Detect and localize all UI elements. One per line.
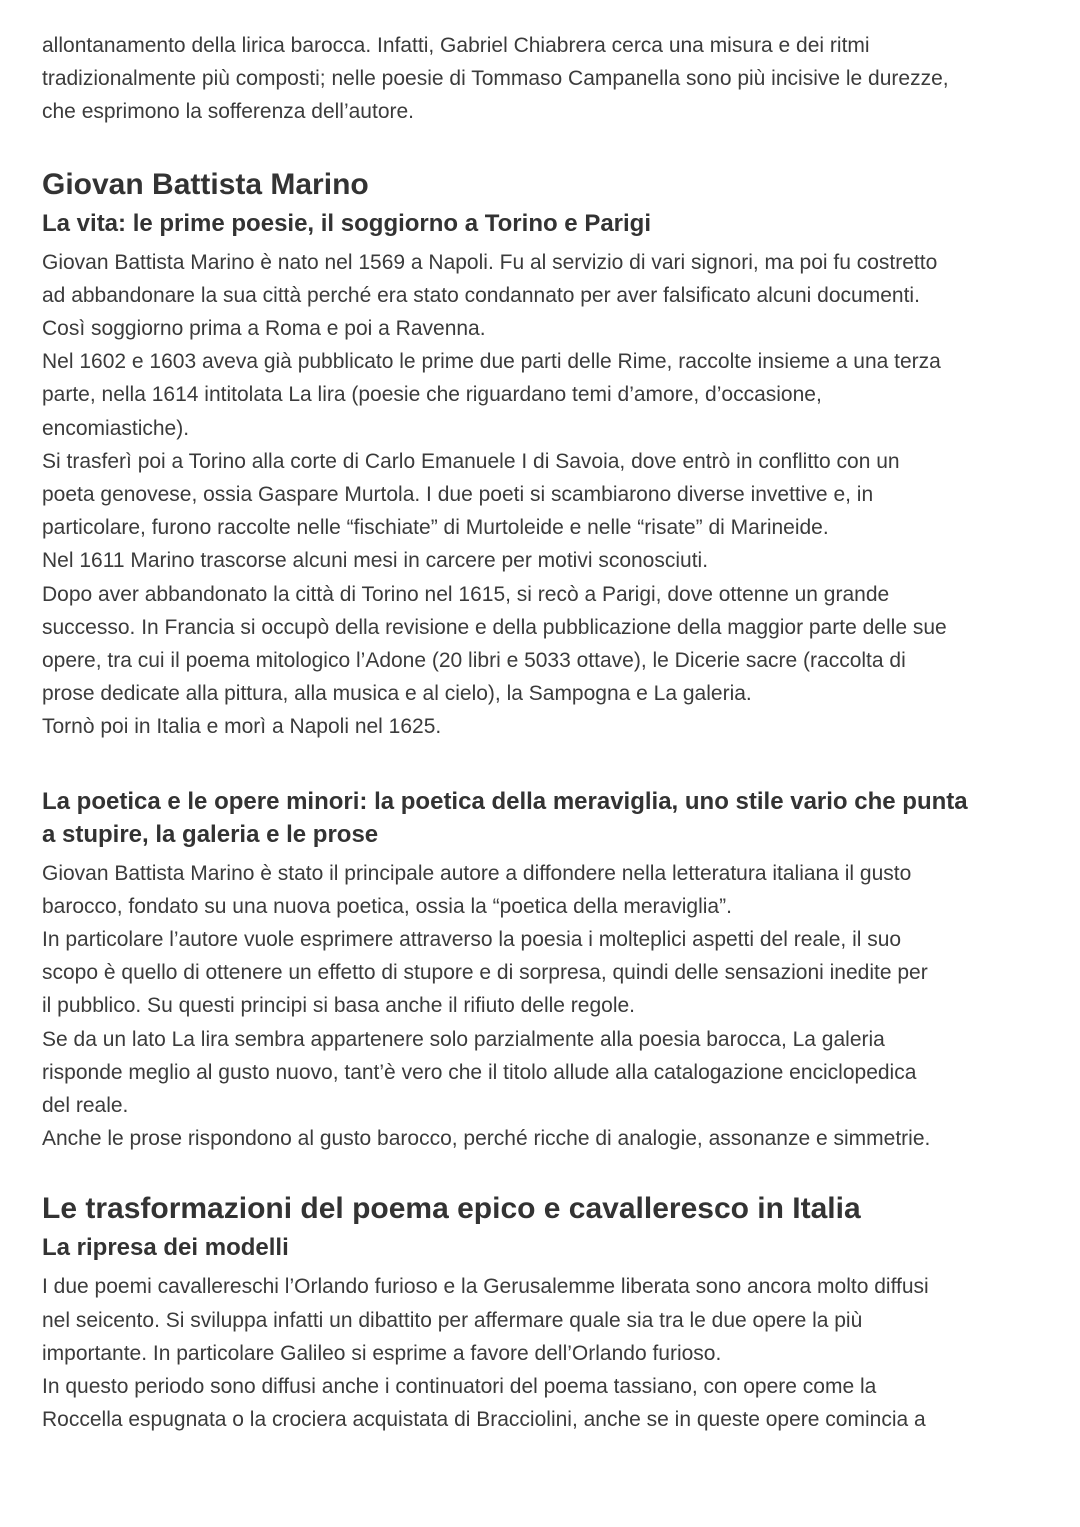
text-line: tradizionalmente più composti; nelle poesie di Tommaso Campanella sono più incisive le durezze, <box>42 67 949 91</box>
text-line: Tornò poi in Italia e morì a Napoli nel 1625. <box>42 715 442 739</box>
text-line: particolare, furono raccolte nelle “fischiate” di Murtoleide e nelle “risate” di Marineide. <box>42 516 829 540</box>
heading-line: a stupire, la galeria e le prose <box>42 820 379 848</box>
text-line: Giovan Battista Marino è stato il principale autore a diffondere nella letteratura italiana il gusto <box>42 861 912 885</box>
text-line: In questo periodo sono diffusi anche i continuatori del poema tassiano, con opere come la <box>42 1375 877 1399</box>
subsection-title-vita: La vita: le prime poesie, il soggiorno a Torino e Parigi <box>42 209 652 237</box>
text-line: nel seicento. Si sviluppa infatti un dibattito per affermare quale sia tra le due opere la più <box>42 1308 863 1332</box>
text-line: risponde meglio al gusto nuovo, tant’è vero che il titolo allude alla catalogazione enciclopedica <box>42 1060 917 1084</box>
subsection-title-poetica <box>42 785 1040 851</box>
text-line: Se da un lato La lira sembra appartenere solo parzialmente alla poesia barocca, La galeria <box>42 1027 885 1051</box>
text-line: barocco, fondato su una nuova poetica, ossia la “poetica della meraviglia”. <box>42 894 732 918</box>
section-title-poema: Le trasformazioni del poema epico e cavalleresco in Italia <box>42 1192 861 1226</box>
text-line: del reale. <box>42 1094 129 1118</box>
subsection-title-ripresa: La ripresa dei modelli <box>42 1234 289 1262</box>
text-line: Così soggiorno prima a Roma e poi a Ravenna. <box>42 317 486 341</box>
text-line: poeta genovese, ossia Gaspare Murtola. I due poeti si scambiarono diverse invettive e, in <box>42 483 874 507</box>
text-line: prose dedicate alla pittura, alla musica e al cielo), la Sampogna e La galeria. <box>42 682 752 706</box>
text-line: Si trasferì poi a Torino alla corte di Carlo Emanuele I di Savoia, dove entrò in conflitto con un <box>42 449 900 473</box>
text-line: scopo è quello di ottenere un effetto di stupore e di sorpresa, quindi delle sensazioni inedite per <box>42 961 928 985</box>
text-line: I due poemi cavallereschi l’Orlando furioso e la Gerusalemme liberata sono ancora molto diffusi <box>42 1275 929 1299</box>
text-line: Roccella espugnata o la crociera acquistata di Bracciolini, anche se in queste opere comincia a <box>42 1408 926 1432</box>
intro-paragraph <box>42 29 1040 129</box>
text-line: allontanamento della lirica barocca. Infatti, Gabriel Chiabrera cerca una misura e dei ritmi <box>42 34 870 57</box>
text-line: Giovan Battista Marino è nato nel 1569 a Napoli. Fu al servizio di vari signori, ma poi fu costretto <box>42 250 938 274</box>
ripresa-paragraph <box>42 1270 1040 1436</box>
text-line: che esprimono la sofferenza dell’autore. <box>42 100 415 124</box>
poetica-paragraph <box>42 857 1040 1156</box>
text-line: Nel 1611 Marino trascorse alcuni mesi in carcere per motivi sconosciuti. <box>42 549 709 573</box>
text-line: opere, tra cui il poema mitologico l’Adone (20 libri e 5033 ottave), le Dicerie sacre (raccolta di <box>42 649 906 673</box>
text-line: encomiastiche). <box>42 416 190 440</box>
text-line: ad abbandonare la sua città perché era stato condannato per aver falsificato alcuni documenti. <box>42 283 920 307</box>
text-line: Dopo aver abbandonato la città di Torino nel 1615, si recò a Parigi, dove ottenne un grande <box>42 582 890 606</box>
text-line: successo. In Francia si occupò della revisione e della pubblicazione della maggior parte delle sue <box>42 615 947 639</box>
text-line: parte, nella 1614 intitolata La lira (poesie che riguardano temi d’amore, d’occasione, <box>42 383 822 407</box>
section-title-marino: Giovan Battista Marino <box>42 167 369 201</box>
text-line: il pubblico. Su questi principi si basa anche il rifiuto delle regole. <box>42 994 636 1018</box>
text-line: Nel 1602 e 1603 aveva già pubblicato le prime due parti delle Rime, raccolte insieme a una terza <box>42 350 941 374</box>
text-line: Anche le prose rispondono al gusto barocco, perché ricche di analogie, assonanze e simmetrie. <box>42 1127 931 1151</box>
heading-line: La poetica e le opere minori: la poetica della meraviglia, uno stile vario che punta <box>42 787 968 815</box>
text-line: In particolare l’autore vuole esprimere attraverso la poesia i molteplici aspetti del reale, il suo <box>42 928 902 952</box>
vita-paragraph <box>42 246 1040 744</box>
text-line: importante. In particolare Galileo si esprime a favore dell’Orlando furioso. <box>42 1341 722 1365</box>
